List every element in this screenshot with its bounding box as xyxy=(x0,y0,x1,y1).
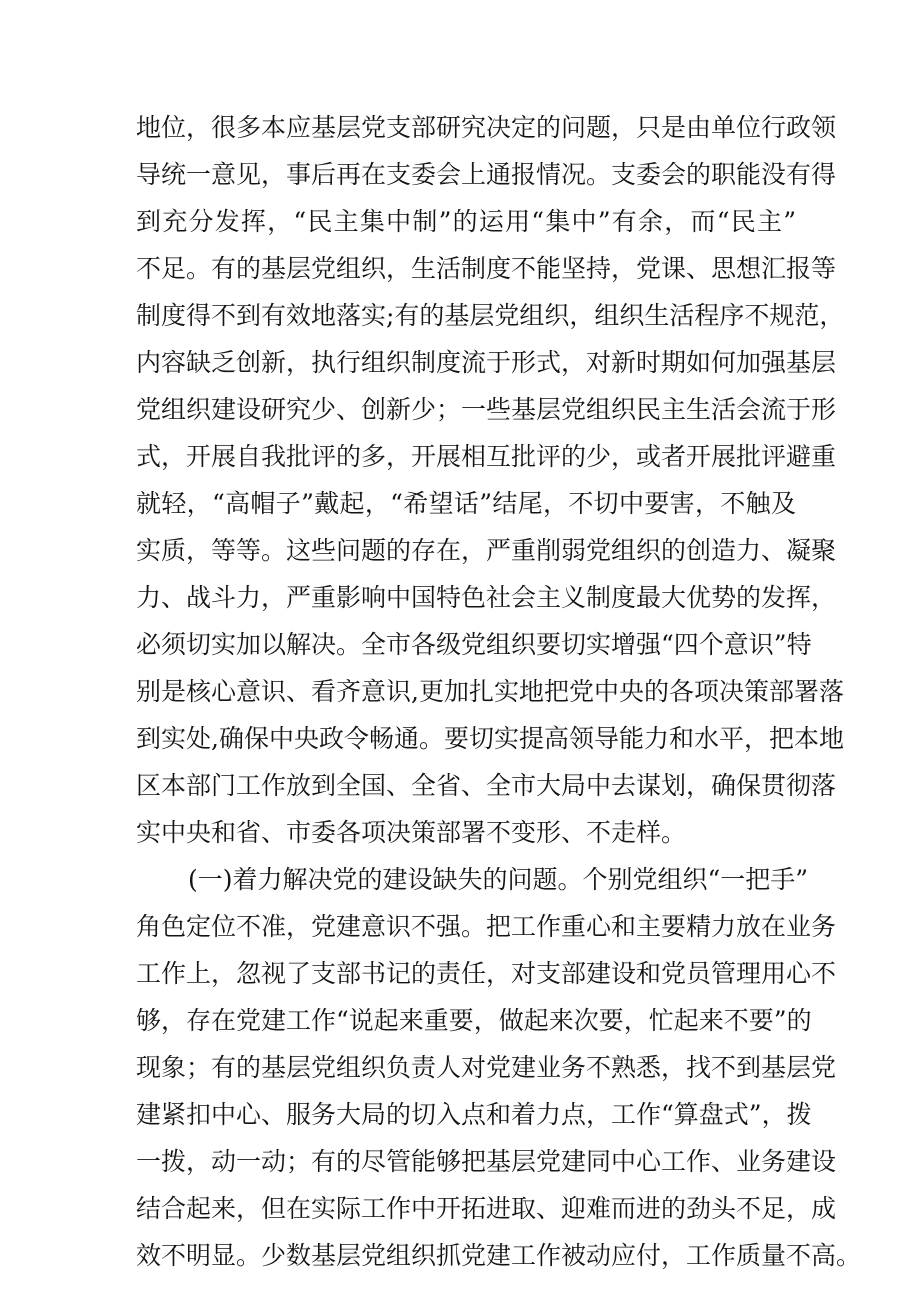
text-line: 就轻，“高帽子”戴起，“希望话”结尾，不切中要害，不触及 xyxy=(136,489,796,518)
text-line: 实中央和省、市委各项决策部署不变形、不走样。 xyxy=(136,818,687,847)
text-line: (一)着力解决党的建设缺失的问题。个别党组织“一把手” xyxy=(188,865,809,894)
text-line: 到实处,确保中央政令畅通。要切实提高领导能力和水平，把本地 xyxy=(136,724,844,753)
text-line: 导统一意见，事后再在支委会上通报情况。支委会的职能没有得 xyxy=(136,160,837,189)
text-line: 不足。有的基层党组织，生活制度不能坚持，党课、思想汇报等 xyxy=(136,254,837,283)
text-line: 够，存在党建工作“说起来重要，做起来次要，忙起来不要”的 xyxy=(136,1006,812,1035)
text-line: 地位，很多本应基层党支部研究决定的问题，只是由单位行政领 xyxy=(136,113,837,142)
text-line: 工作上，忽视了支部书记的责任，对支部建设和党员管理用心不 xyxy=(136,959,837,988)
text-line: 一拨，动一动；有的尽管能够把基层党建同中心工作、业务建设 xyxy=(136,1147,837,1176)
text-line: 实质，等等。这些问题的存在，严重削弱党组织的创造力、凝聚 xyxy=(136,536,837,565)
text-line: 制度得不到有效地落实;有的基层党组织，组织生活程序不规范， xyxy=(136,301,845,330)
text-line: 建紧扣中心、服务大局的切入点和着力点，工作“算盘式”，拨 xyxy=(136,1100,812,1129)
text-line: 结合起来，但在实际工作中开拓进取、迎难而进的劲头不足，成 xyxy=(136,1194,837,1223)
text-line: 效不明显。少数基层党组织抓党建工作被动应付，工作质量不高。 xyxy=(136,1241,862,1270)
text-line: 式，开展自我批评的多，开展相互批评的少，或者开展批评避重 xyxy=(136,442,837,471)
text-line: 必须切实加以解决。全市各级党组织要切实增强“四个意识”特 xyxy=(136,630,812,659)
text-line: 角色定位不准，党建意识不强。把工作重心和主要精力放在业务 xyxy=(136,912,837,941)
text-line: 党组织建设研究少、创新少；一些基层党组织民主生活会流于形 xyxy=(136,395,837,424)
text-line: 区本部门工作放到全国、全省、全市大局中去谋划，确保贯彻落 xyxy=(136,771,837,800)
text-line: 别是核心意识、看齐意识,更加扎实地把党中央的各项决策部署落 xyxy=(136,677,844,706)
text-line: 力、战斗力，严重影响中国特色社会主义制度最大优势的发挥， xyxy=(136,583,837,612)
text-line: 到充分发挥，“民主集中制”的运用“集中”有余，而“民主” xyxy=(136,207,796,236)
text-line: 现象；有的基层党组织负责人对党建业务不熟悉，找不到基层党 xyxy=(136,1053,837,1082)
text-line: 内容缺乏创新，执行组织制度流于形式，对新时期如何加强基层 xyxy=(136,348,837,377)
